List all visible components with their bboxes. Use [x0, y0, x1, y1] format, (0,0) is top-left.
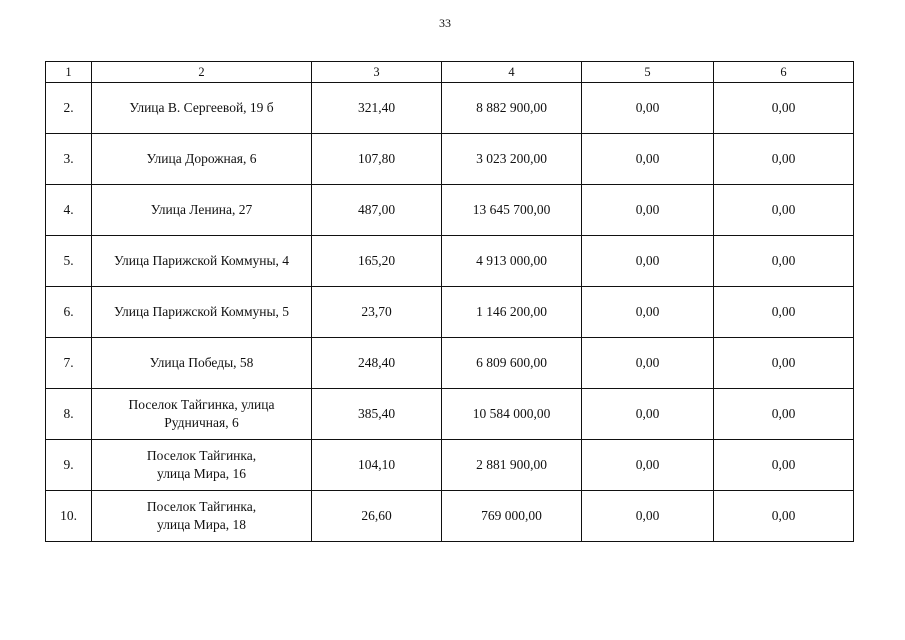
- area-cell: 248,40: [312, 338, 442, 389]
- column-header: 1: [46, 62, 92, 83]
- column-5-cell: 0,00: [582, 134, 714, 185]
- column-5-cell: 0,00: [582, 236, 714, 287]
- table-row: [46, 287, 854, 338]
- address-line: Рудничная, 6: [164, 415, 239, 430]
- row-number-cell: 5.: [46, 236, 92, 287]
- area-cell: 107,80: [312, 134, 442, 185]
- address-cell: [92, 440, 312, 491]
- column-5-cell: 0,00: [582, 338, 714, 389]
- address-cell: [92, 491, 312, 542]
- row-number-cell: 9.: [46, 440, 92, 491]
- amount-cell: 13 645 700,00: [442, 185, 582, 236]
- area-cell: 26,60: [312, 491, 442, 542]
- address-cell: [92, 389, 312, 440]
- address-line: Улица Парижской Коммуны, 4: [113, 253, 290, 268]
- address-line: Улица Ленина, 27: [150, 202, 253, 217]
- column-6-cell: 0,00: [714, 236, 854, 287]
- column-5-cell: 0,00: [582, 287, 714, 338]
- row-number-cell: 8.: [46, 389, 92, 440]
- area-cell: 104,10: [312, 440, 442, 491]
- area-cell: 165,20: [312, 236, 442, 287]
- column-number-row: [46, 62, 854, 83]
- column-6-cell: 0,00: [714, 491, 854, 542]
- row-number-cell: 7.: [46, 338, 92, 389]
- column-5-cell: 0,00: [582, 389, 714, 440]
- address-cell: [92, 287, 312, 338]
- column-header: 3: [312, 62, 442, 83]
- table-row: [46, 83, 854, 134]
- address-line: Поселок Тайгинка,: [146, 448, 257, 463]
- table-row: [46, 185, 854, 236]
- amount-cell: 6 809 600,00: [442, 338, 582, 389]
- column-6-cell: 0,00: [714, 287, 854, 338]
- address-cell: [92, 185, 312, 236]
- amount-cell: 10 584 000,00: [442, 389, 582, 440]
- address-cell: [92, 134, 312, 185]
- amount-cell: 1 146 200,00: [442, 287, 582, 338]
- column-6-cell: 0,00: [714, 389, 854, 440]
- column-5-cell: 0,00: [582, 491, 714, 542]
- address-line: улица Мира, 16: [157, 466, 246, 481]
- address-cell: [92, 236, 312, 287]
- row-number-cell: 4.: [46, 185, 92, 236]
- table-row: [46, 389, 854, 440]
- address-line: Улица В. Сергеевой, 19 б: [129, 100, 274, 115]
- column-5-cell: 0,00: [582, 83, 714, 134]
- address-line: Поселок Тайгинка, улица: [128, 397, 275, 412]
- column-6-cell: 0,00: [714, 83, 854, 134]
- area-cell: 385,40: [312, 389, 442, 440]
- address-cell: [92, 83, 312, 134]
- area-cell: 321,40: [312, 83, 442, 134]
- column-header: 6: [714, 62, 854, 83]
- column-6-cell: 0,00: [714, 134, 854, 185]
- column-6-cell: 0,00: [714, 338, 854, 389]
- amount-cell: 3 023 200,00: [442, 134, 582, 185]
- area-cell: 487,00: [312, 185, 442, 236]
- column-6-cell: 0,00: [714, 185, 854, 236]
- page-number: 33: [439, 16, 451, 30]
- address-line: Поселок Тайгинка,: [146, 499, 257, 514]
- data-table: [45, 61, 854, 542]
- row-number-cell: 6.: [46, 287, 92, 338]
- row-number-cell: 2.: [46, 83, 92, 134]
- column-5-cell: 0,00: [582, 440, 714, 491]
- table-body: [46, 83, 854, 542]
- column-6-cell: 0,00: [714, 440, 854, 491]
- address-cell: [92, 338, 312, 389]
- column-header: 4: [442, 62, 582, 83]
- amount-cell: 2 881 900,00: [442, 440, 582, 491]
- table-row: [46, 134, 854, 185]
- table-row: [46, 440, 854, 491]
- row-number-cell: 3.: [46, 134, 92, 185]
- table-row: [46, 491, 854, 542]
- column-header: 5: [582, 62, 714, 83]
- address-line: Улица Победы, 58: [149, 355, 254, 370]
- amount-cell: 769 000,00: [442, 491, 582, 542]
- area-cell: 23,70: [312, 287, 442, 338]
- column-5-cell: 0,00: [582, 185, 714, 236]
- address-line: Улица Парижской Коммуны, 5: [113, 304, 290, 319]
- address-line: Улица Дорожная, 6: [146, 151, 257, 166]
- row-number-cell: 10.: [46, 491, 92, 542]
- amount-cell: 8 882 900,00: [442, 83, 582, 134]
- column-header: 2: [92, 62, 312, 83]
- address-line: улица Мира, 18: [157, 517, 246, 532]
- table-row: [46, 236, 854, 287]
- amount-cell: 4 913 000,00: [442, 236, 582, 287]
- table-row: [46, 338, 854, 389]
